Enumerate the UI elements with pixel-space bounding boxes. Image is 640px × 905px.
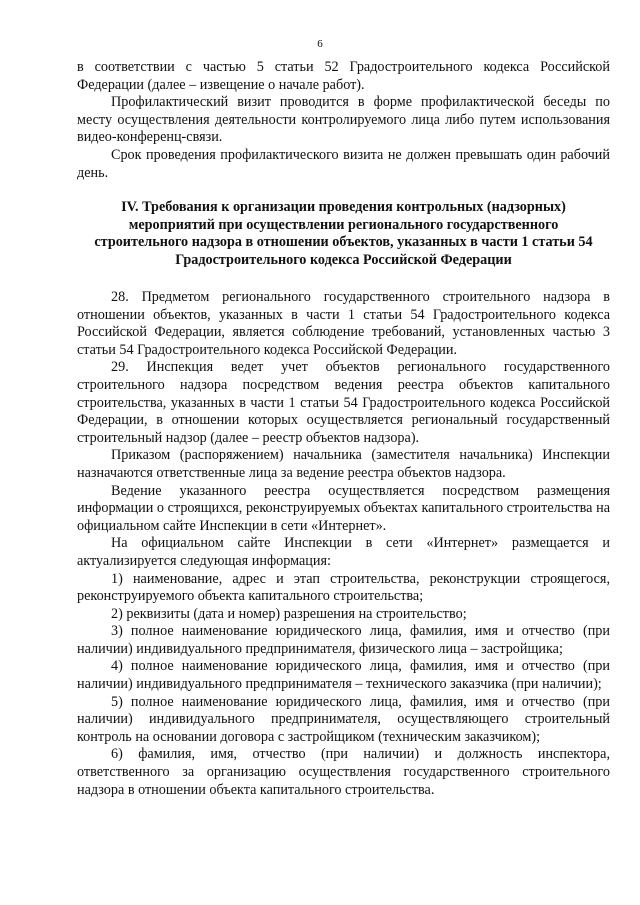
paragraph: 29. Инспекция ведет учет объектов регионального государственного строительного надзора посредством ведения реестра объектов капитального строительства, указанных в части 1 статьи 54 Градостроительного кодекса Российской Федерации, в отношении которых осуществляется региональный государственный строительный надзор (далее – реестр объектов надзора). bbox=[77, 359, 610, 446]
top-text-block bbox=[77, 59, 610, 182]
section-heading-line: строительного надзора в отношении объектов, указанных в части 1 статьи 54 bbox=[94, 234, 593, 251]
paragraph: в соответствии с частью 5 статьи 52 Градостроительного кодекса Российской Федерации (далее – извещение о начале работ). bbox=[77, 59, 610, 93]
body-text-block bbox=[77, 289, 610, 799]
paragraph: На официальном сайте Инспекции в сети «Интернет» размещается и актуализируется следующая информация: bbox=[77, 535, 610, 569]
paragraph: Профилактический визит проводится в форме профилактической беседы по месту осуществления деятельности контролируемого лица либо путем использования видео-конференц-связи. bbox=[77, 94, 610, 146]
list-item: 4) полное наименование юридического лица, фамилия, имя и отчество (при наличии) индивидуального предпринимателя – технического заказчика (при наличии); bbox=[77, 658, 610, 693]
list-item: 1) наименование, адрес и этап строительства, реконструкции строящегося, реконструируемого объекта капитального строительства; bbox=[77, 570, 610, 605]
paragraph: Срок проведения профилактического визита не должен превышать один рабочий день. bbox=[77, 146, 610, 181]
paragraph: 28. Предметом регионального государственного строительного надзора в отношении объектов, указанных в части 1 статьи 54 Градостроительного кодекса Российской Федерации, является соблюдение требований, установленных частью 3 статьи 54 Градостроительного кодекса Российской Федерации. bbox=[77, 289, 610, 358]
list-item: 5) полное наименование юридического лица, фамилия, имя и отчество (при наличии) индивидуального предпринимателя, осуществляющего строительный контроль на основании договора с застройщиком (техническим заказчиком); bbox=[77, 693, 610, 745]
list-item: 6) фамилия, имя, отчество (при наличии) и должность инспектора, ответственного за организацию осуществления государственного строительного надзора в отношении объекта капитального строительства. bbox=[77, 746, 610, 798]
section-heading-line: Градостроительного кодекса Российской Федерации bbox=[175, 251, 512, 268]
section-heading-line: IV. Требования к организации проведения контрольных (надзорных) bbox=[121, 199, 566, 215]
page-number: 6 bbox=[317, 38, 323, 50]
paragraph: Приказом (распоряжением) начальника (заместителя начальника) Инспекции назначаются ответственные лица за ведение реестра объектов надзора. bbox=[77, 447, 610, 481]
list-item: 2) реквизиты (дата и номер) разрешения на строительство; bbox=[111, 605, 467, 622]
list-item: 3) полное наименование юридического лица, фамилия, имя и отчество (при наличии) индивидуального предпринимателя, физического лица – застройщика; bbox=[77, 623, 610, 657]
section-heading bbox=[77, 199, 610, 269]
section-heading-line: мероприятий при осуществлении регионального государственного bbox=[128, 216, 559, 233]
paragraph: Ведение указанного реестра осуществляется посредством размещения информации о строящихся, реконструируемых объектах капитального строительства на официальном сайте Инспекции в сети «Интернет». bbox=[77, 482, 610, 534]
